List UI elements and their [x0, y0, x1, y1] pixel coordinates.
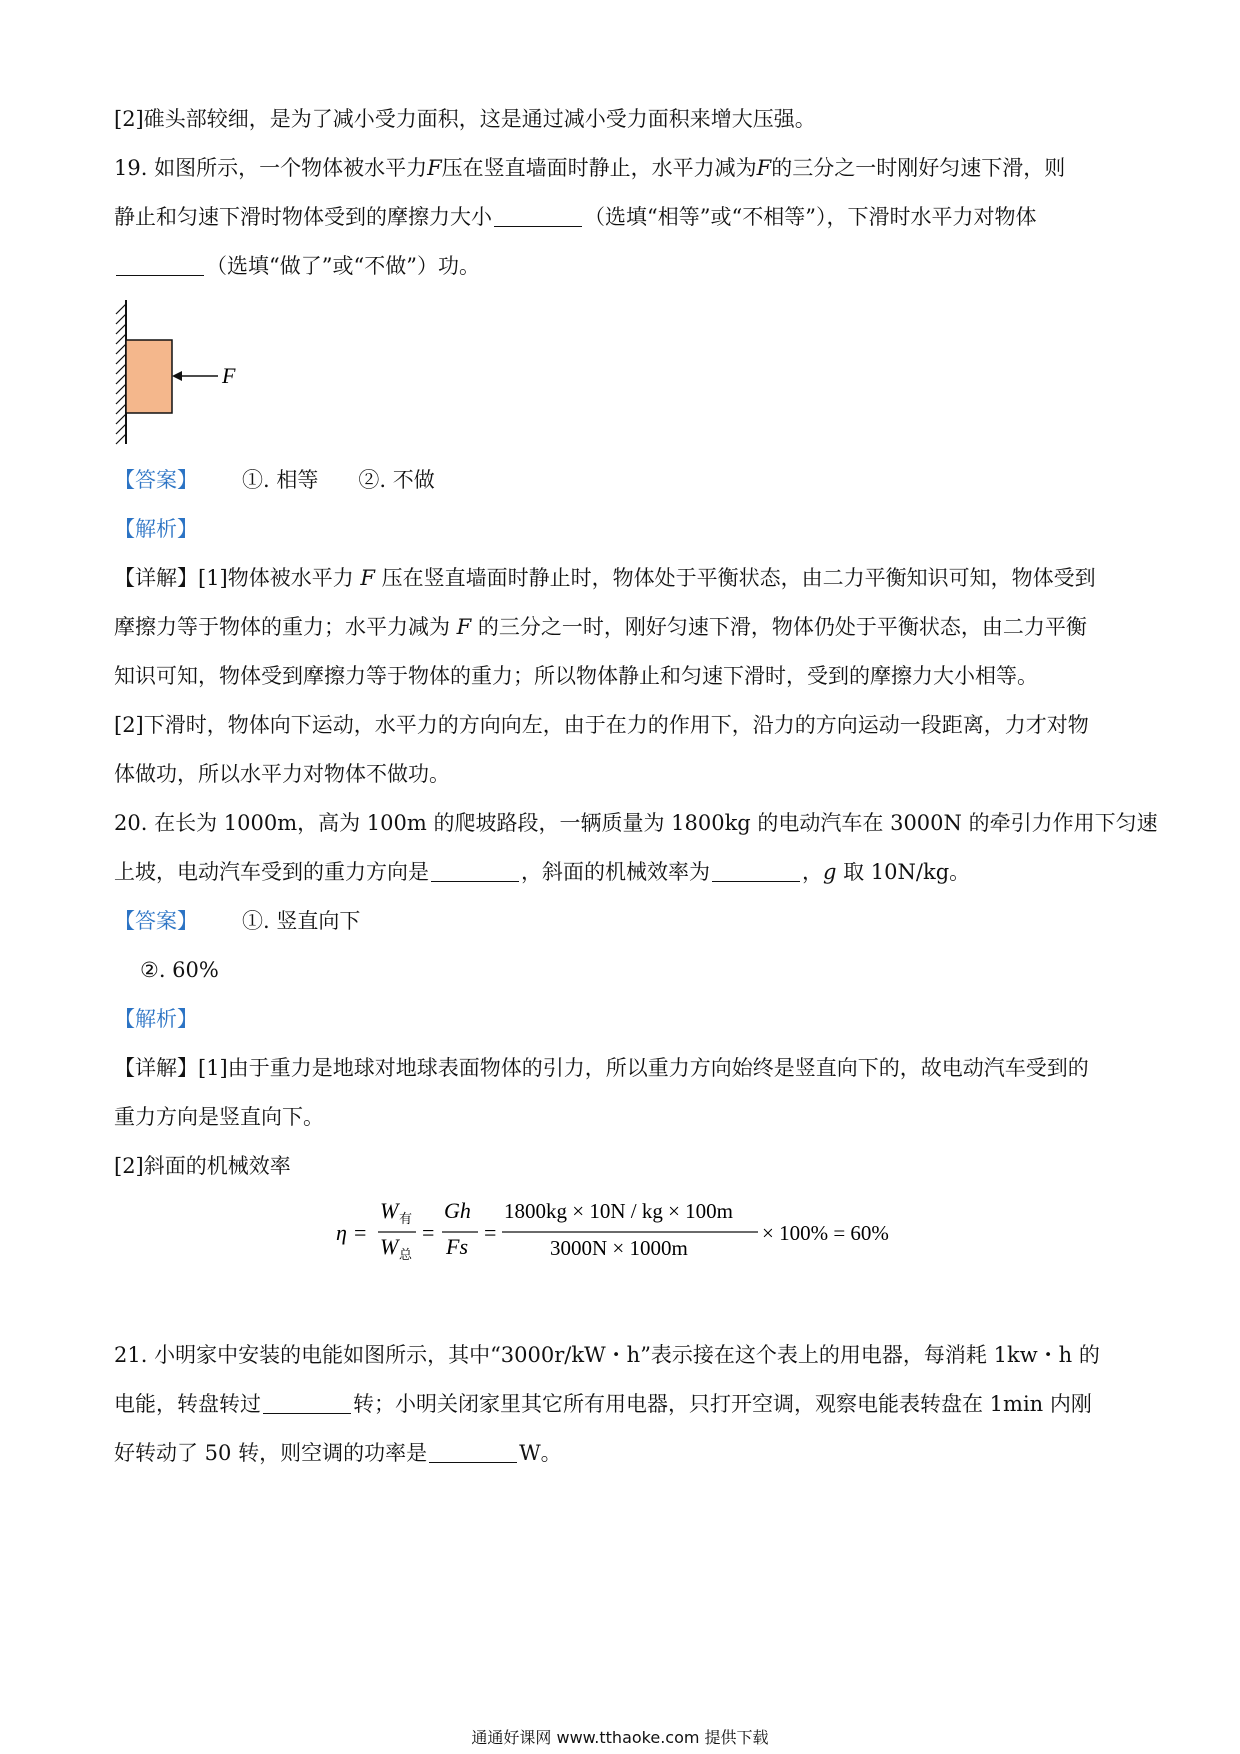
- detail-19-line-3: 知识可知，物体受到摩擦力等于物体的重力；所以物体静止和匀速下滑时，受到的摩擦力大小相等。: [114, 664, 1038, 688]
- answer-blank: [712, 861, 800, 882]
- detail-19-line-2: 摩擦力等于物体的重力；水平力减为 F 的三分之一时，刚好匀速下滑，物体仍处于平衡状态，由二力平衡: [114, 615, 1087, 639]
- subscript-total: 总: [399, 1247, 413, 1262]
- question-19-line-1: 19. 如图所示，一个物体被水平力F压在竖直墙面时静止，水平力减为F的三分之一时刚好匀速下滑，则: [114, 156, 1066, 180]
- w-useful: W: [380, 1198, 399, 1223]
- question-19-line-2: 静止和匀速下滑时物体受到的摩擦力大小 （选填“相等”或“不相等”），下滑时水平力对物体: [114, 205, 1037, 229]
- question-21-line-2: 电能，转盘转过 转；小明关闭家里其它所有用电器，只打开空调，观察电能表转盘在 1min 内刚: [114, 1392, 1092, 1416]
- eta-symbol: η: [336, 1220, 347, 1245]
- denominator-fs: Fs: [446, 1234, 468, 1259]
- answer-blank: [429, 1442, 517, 1463]
- analysis-19-heading: 【解析】: [114, 517, 198, 541]
- question-20-line-2: 上坡，电动汽车受到的重力方向是 ，斜面的机械效率为 ，g 取 10N/kg。: [114, 860, 971, 884]
- text-line: [2]碓头部较细，是为了减小受力面积，这是通过减小受力面积来增大压强。: [114, 107, 816, 131]
- question-20-line-1: 20. 在长为 1000m，高为 100m 的爬坡路段，一辆质量为 1800kg 的电动汽车在 3000N 的牵引力作用下匀速: [114, 811, 1158, 835]
- numerator-values: 1800kg × 10N / kg × 100m: [504, 1199, 734, 1223]
- w-total: W: [380, 1234, 399, 1259]
- question-21-line-1: 21. 小明家中安装的电能如图所示，其中“3000r/kW・h”表示接在这个表上的用电器，每消耗 1kw・h 的: [114, 1343, 1100, 1367]
- numerator-gh: Gh: [444, 1198, 471, 1223]
- force-label: F: [222, 363, 236, 388]
- equals-sign: =: [422, 1220, 435, 1245]
- detail-20-line-3: [2]斜面的机械效率: [114, 1154, 291, 1178]
- detail-19-line-4: [2]下滑时，物体向下运动，水平力的方向向左，由于在力的作用下，沿力的方向运动一段距离，力才对物: [114, 713, 1089, 737]
- answer-20-part-2: ②. 60%: [140, 958, 219, 982]
- answer-20: 【答案】 ①. 竖直向下: [114, 909, 361, 933]
- answer-19: 【答案】 ①. 相等 ②. 不做: [114, 468, 435, 492]
- answer-blank: [116, 255, 204, 276]
- answer-blank: [494, 206, 582, 227]
- equals-sign: =: [354, 1220, 367, 1245]
- answer-blank: [263, 1393, 351, 1414]
- footer-source: 通通好课网 www.tthaoke.com 提供下载: [471, 1728, 769, 1747]
- formula-result: × 100% = 60%: [762, 1221, 889, 1245]
- question-19-line-3: （选填“做了”或“不做”）功。: [114, 251, 1124, 281]
- subscript-useful: 有: [399, 1211, 413, 1226]
- detail-19-line-5: 体做功，所以水平力对物体不做功。: [114, 762, 450, 786]
- detail-19-line-1: 【详解】[1]物体被水平力 F 压在竖直墙面时静止时，物体处于平衡状态，由二力平衡知识可知，物体受到: [114, 566, 1096, 590]
- equals-sign: =: [484, 1220, 497, 1245]
- analysis-20-heading: 【解析】: [114, 1007, 198, 1031]
- block: [126, 340, 172, 413]
- efficiency-formula: [336, 1192, 936, 1272]
- wall-block-diagram: [108, 296, 258, 446]
- answer-blank: [431, 861, 519, 882]
- detail-20-line-1: 【详解】[1]由于重力是地球对地球表面物体的引力，所以重力方向始终是竖直向下的，故电动汽车受到的: [114, 1056, 1089, 1080]
- detail-20-line-2: 重力方向是竖直向下。: [114, 1105, 324, 1129]
- denominator-values: 3000N × 1000m: [550, 1236, 688, 1260]
- question-21-line-3: 好转动了 50 转，则空调的功率是 W。: [114, 1441, 562, 1465]
- wall-block-figure: [108, 296, 258, 446]
